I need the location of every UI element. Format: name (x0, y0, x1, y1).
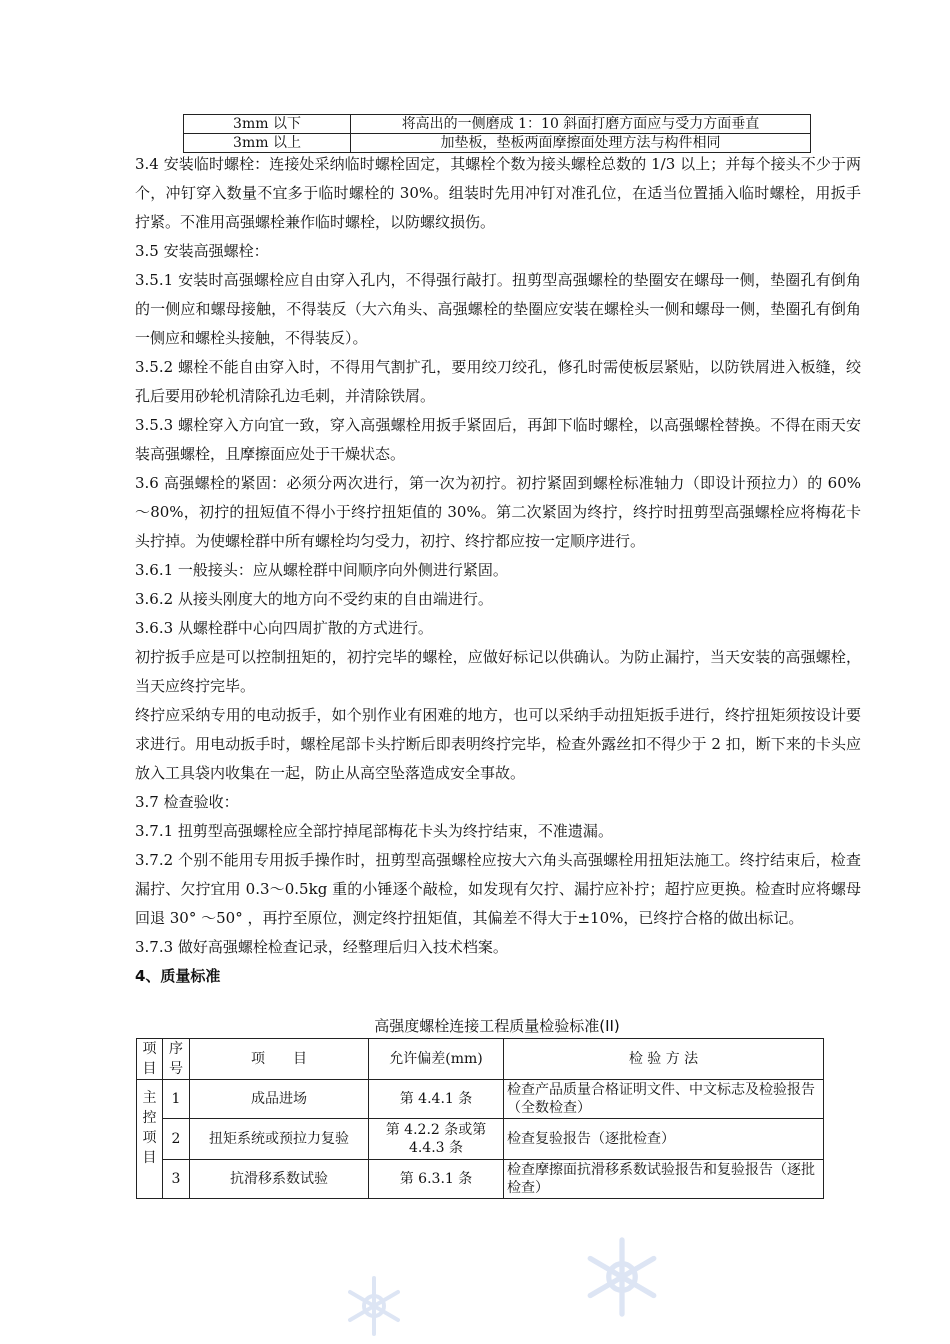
paragraph-3-4: 3.4 安装临时螺栓：连接处采纳临时螺栓固定，其螺栓个数为接头螺栓总数的 1/3 以上；并每个接头不少于两个，冲钉穿入数量不宜多于临时螺栓的 30%。组装时先用冲钉对准孔位，在适当位置插入临时螺栓，用扳手拧紧。不准用高强螺栓兼作临时螺栓，以防螺纹损伤。 (135, 155, 861, 231)
method-cell: 检查产品质量合格证明文件、中文标志及检验报告（全数检查） (504, 1080, 824, 1119)
paragraph-3-6-3: 3.6.3 从螺栓群中心向四周扩散的方式进行。 (135, 619, 433, 637)
paragraph-3-6: 3.6 高强螺栓的紧固：必须分两次进行，第一次为初拧。初拧紧固到螺栓标准轴力（即设计预拉力）的 60%～80%，初拧的扭短值不得小于终拧扭矩值的 30%。第二次紧固为终拧，终拧时扭剪型高强螺栓应将梅花卡头拧掉。为使螺栓群中所有螺栓均匀受力，初拧、终拧都应按一定顺序进行。 (135, 474, 861, 550)
paragraph-3-7-1: 3.7.1 扭剪型高强螺栓应全部拧掉尾部梅花卡头为终拧结束，不准遗漏。 (135, 822, 613, 840)
body-text (135, 150, 861, 991)
paragraph-3-5: 3.5 安装高强螺栓： (135, 242, 269, 260)
table-row (184, 115, 811, 134)
header-method: 检 验 方 法 (504, 1039, 824, 1080)
paragraph-3-7-2: 3.7.2 个别不能用专用扳手操作时，扭剪型高强螺栓应按大六角头高强螺栓用扭矩法施工。终拧结束后，检查漏拧、欠拧宜用 0.3～0.5kg 重的小锤逐个敲检，如发现有欠拧、漏拧应补拧；超拧应更换。检查时应将螺母回退 30° ～50° ，再拧至原位，测定终拧扭矩值，其偏差不得大于±10%，已终拧合格的做出标记。 (135, 851, 861, 927)
treatment-cell: 将高出的一侧磨成 1：10 斜面打磨方面应与受力方面垂直 (351, 115, 811, 134)
deviation-cell: 第 6.3.1 条 (369, 1160, 504, 1199)
item-cell: 成品进场 (190, 1080, 369, 1119)
item-cell: 扭矩系统或预拉力复验 (190, 1119, 369, 1160)
seq-cell: 3 (163, 1160, 190, 1199)
seq-cell: 1 (163, 1080, 190, 1119)
quality-standard-table (136, 1038, 824, 1199)
method-cell: 检查复验报告（逐批检查） (504, 1119, 824, 1160)
paragraph-3-6-1: 3.6.1 一般接头：应从螺栓群中间顺序向外侧进行紧固。 (135, 561, 508, 579)
paragraph-3-7-3: 3.7.3 做好高强螺栓检查记录，经整理后归入技术档案。 (135, 938, 508, 956)
header-deviation: 允许偏差(mm) (369, 1039, 504, 1080)
method-cell: 检查摩擦面抗滑移系数试验报告和复验报告（逐批检查） (504, 1160, 824, 1199)
paragraph-3-5-3: 3.5.3 螺栓穿入方向宜一致，穿入高强螺栓用扳手紧固后，再卸下临时螺栓，以高强螺栓替换。不得在雨天安装高强螺栓，且摩擦面应处于干燥状态。 (135, 416, 861, 463)
gap-size-cell: 3mm 以下 (184, 115, 351, 134)
deviation-cell: 第 4.2.2 条或第 4.4.3 条 (369, 1119, 504, 1160)
quality-table-title: 高强度螺栓连接工程质量检验标准(II) (374, 1017, 620, 1035)
table-row (137, 1080, 824, 1119)
section-heading-quality: 4、质量标准 (135, 967, 221, 985)
paragraph-final-tightening: 终拧应采纳专用的电动扳手，如个别作业有困难的地方，也可以采纳手动扭矩扳手进行，终拧扭矩须按设计要求进行。用电动扳手时，螺栓尾部卡头拧断后即表明终拧完毕，检查外露丝扣不得少于 2 扣，断下来的卡头应放入工具袋内收集在一起，防止从高空坠落造成安全事故。 (135, 706, 861, 782)
table-header-row (137, 1039, 824, 1080)
paragraph-3-7: 3.7 检查验收： (135, 793, 239, 811)
paragraph-3-6-2: 3.6.2 从接头刚度大的地方向不受约束的自由端进行。 (135, 590, 493, 608)
group-main-control: 主控项目 (137, 1080, 163, 1199)
treatment-cell: 加垫板，垫板两面摩擦面处理方法与构件相同 (351, 134, 811, 153)
deviation-cell: 第 4.4.1 条 (369, 1080, 504, 1119)
snowflake-watermark-icon (340, 1272, 408, 1340)
paragraph-initial-tightening: 初拧扳手应是可以控制扭矩的，初拧完毕的螺栓，应做好标记以供确认。为防止漏拧，当天安装的高强螺栓，当天应终拧完毕。 (135, 648, 861, 695)
seq-cell: 2 (163, 1119, 190, 1160)
table-row (137, 1119, 824, 1160)
gap-size-cell: 3mm 以上 (184, 134, 351, 153)
header-project: 项目 (137, 1039, 163, 1080)
header-item: 项 目 (190, 1039, 369, 1080)
header-seq: 序号 (163, 1039, 190, 1080)
paragraph-3-5-2: 3.5.2 螺栓不能自由穿入时，不得用气割扩孔，要用绞刀绞孔，修孔时需使板层紧贴，以防铁屑进入板缝，绞孔后要用砂轮机清除孔边毛刺，并清除铁屑。 (135, 358, 861, 405)
gap-treatment-table (183, 114, 811, 153)
item-cell: 抗滑移系数试验 (190, 1160, 369, 1199)
paragraph-3-5-1: 3.5.1 安装时高强螺栓应自由穿入孔内，不得强行敲打。扭剪型高强螺栓的垫圈安在螺母一侧，垫圈孔有倒角的一侧应和螺母接触，不得装反（大六角头、高强螺栓的垫圈应安装在螺栓头一侧和螺母一侧，垫圈孔有倒角一侧应和螺栓头接触，不得装反）。 (135, 271, 861, 347)
table-row (137, 1160, 824, 1199)
snowflake-watermark-icon (577, 1232, 667, 1322)
